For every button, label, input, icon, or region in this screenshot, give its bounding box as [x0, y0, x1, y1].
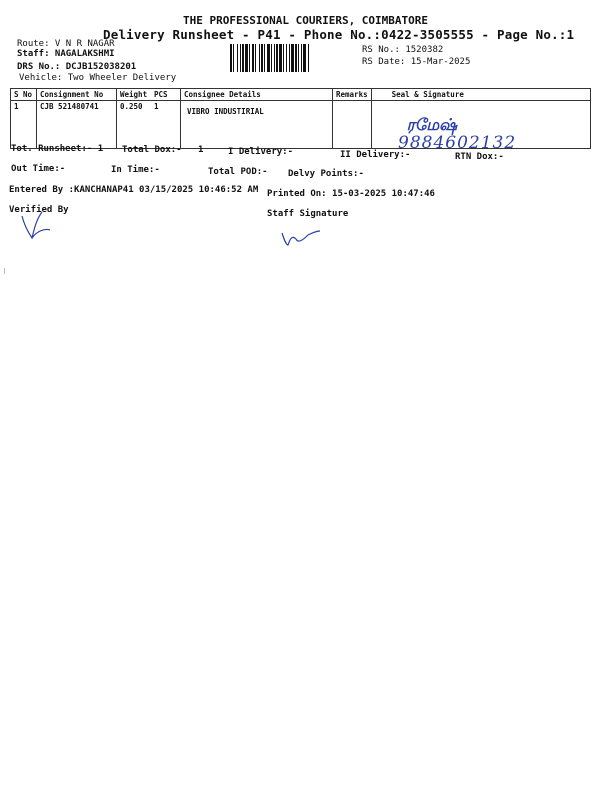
entered-by-text: Entered By :KANCHANAP41 03/15/2025 10:46:52 AM — [9, 185, 259, 195]
barcode-image — [230, 44, 354, 72]
col-remarks: Remarks — [333, 89, 372, 101]
route-text: Route: V N R NAGAR — [17, 39, 115, 49]
handwritten-phone-number: 9884602132 — [398, 133, 517, 153]
cell-consignment: CJB 521480741 — [37, 101, 117, 149]
out-time-label: Out Time:- — [11, 164, 66, 174]
verified-signature-mark — [14, 200, 64, 245]
cell-sno: 1 — [11, 101, 37, 149]
rtn-dox-label: RTN Dox:- — [455, 152, 504, 162]
handwritten-recipient-name: ரமேஷ் — [406, 115, 458, 134]
cell-weight: 0.250 — [117, 101, 152, 149]
col-consignee: Consignee Details — [181, 89, 333, 101]
table-header-row — [11, 89, 591, 101]
rs-date-text: RS Date: 15-Mar-2025 — [362, 57, 471, 67]
drs-text: DRS No.: DCJB152038201 — [17, 62, 137, 72]
staff-text: Staff: NAGALAKSHMI — [17, 49, 115, 59]
company-title: THE PROFESSIONAL COURIERS, COIMBATORE — [183, 14, 429, 27]
staff-signature-label: Staff Signature — [267, 209, 349, 219]
delvy-points-label: Delvy Points:- — [288, 169, 364, 179]
margin-mark — [4, 268, 5, 274]
total-pod-label: Total POD:- — [208, 167, 268, 177]
cell-consignee: VIBRO INDUSTIRIAL — [181, 101, 333, 149]
col-weight: Weight — [117, 89, 152, 101]
i-delivery-label: I Delivery:- — [228, 147, 294, 157]
vehicle-text: Vehicle: Two Wheeler Delivery — [19, 73, 177, 83]
col-sno: S No — [11, 89, 37, 101]
col-consignment: Consignment No — [37, 89, 117, 101]
rs-no-text: RS No.: 1520382 — [362, 45, 444, 55]
col-pcs: PCS — [151, 89, 181, 101]
in-time-label: In Time:- — [111, 165, 160, 175]
col-seal-signature: Seal & Signature — [371, 89, 590, 101]
printed-on-text: Printed On: 15-03-2025 10:47:46 — [267, 189, 435, 199]
total-dox-label: Total Dox:- — [122, 145, 182, 155]
cell-pcs: 1 — [151, 101, 181, 149]
tot-runsheet-text: Tot. Runsheet:- 1 — [11, 144, 104, 154]
verified-by-label: Verified By — [9, 205, 69, 215]
staff-signature-mark — [278, 225, 323, 250]
ii-delivery-label: II Delivery:- — [340, 150, 411, 160]
total-dox-value: 1 — [198, 145, 204, 155]
runsheet-title: Delivery Runsheet - P41 - Phone No.:0422-3505555 - Page No.:1 — [103, 27, 575, 42]
cell-remarks — [333, 101, 372, 149]
